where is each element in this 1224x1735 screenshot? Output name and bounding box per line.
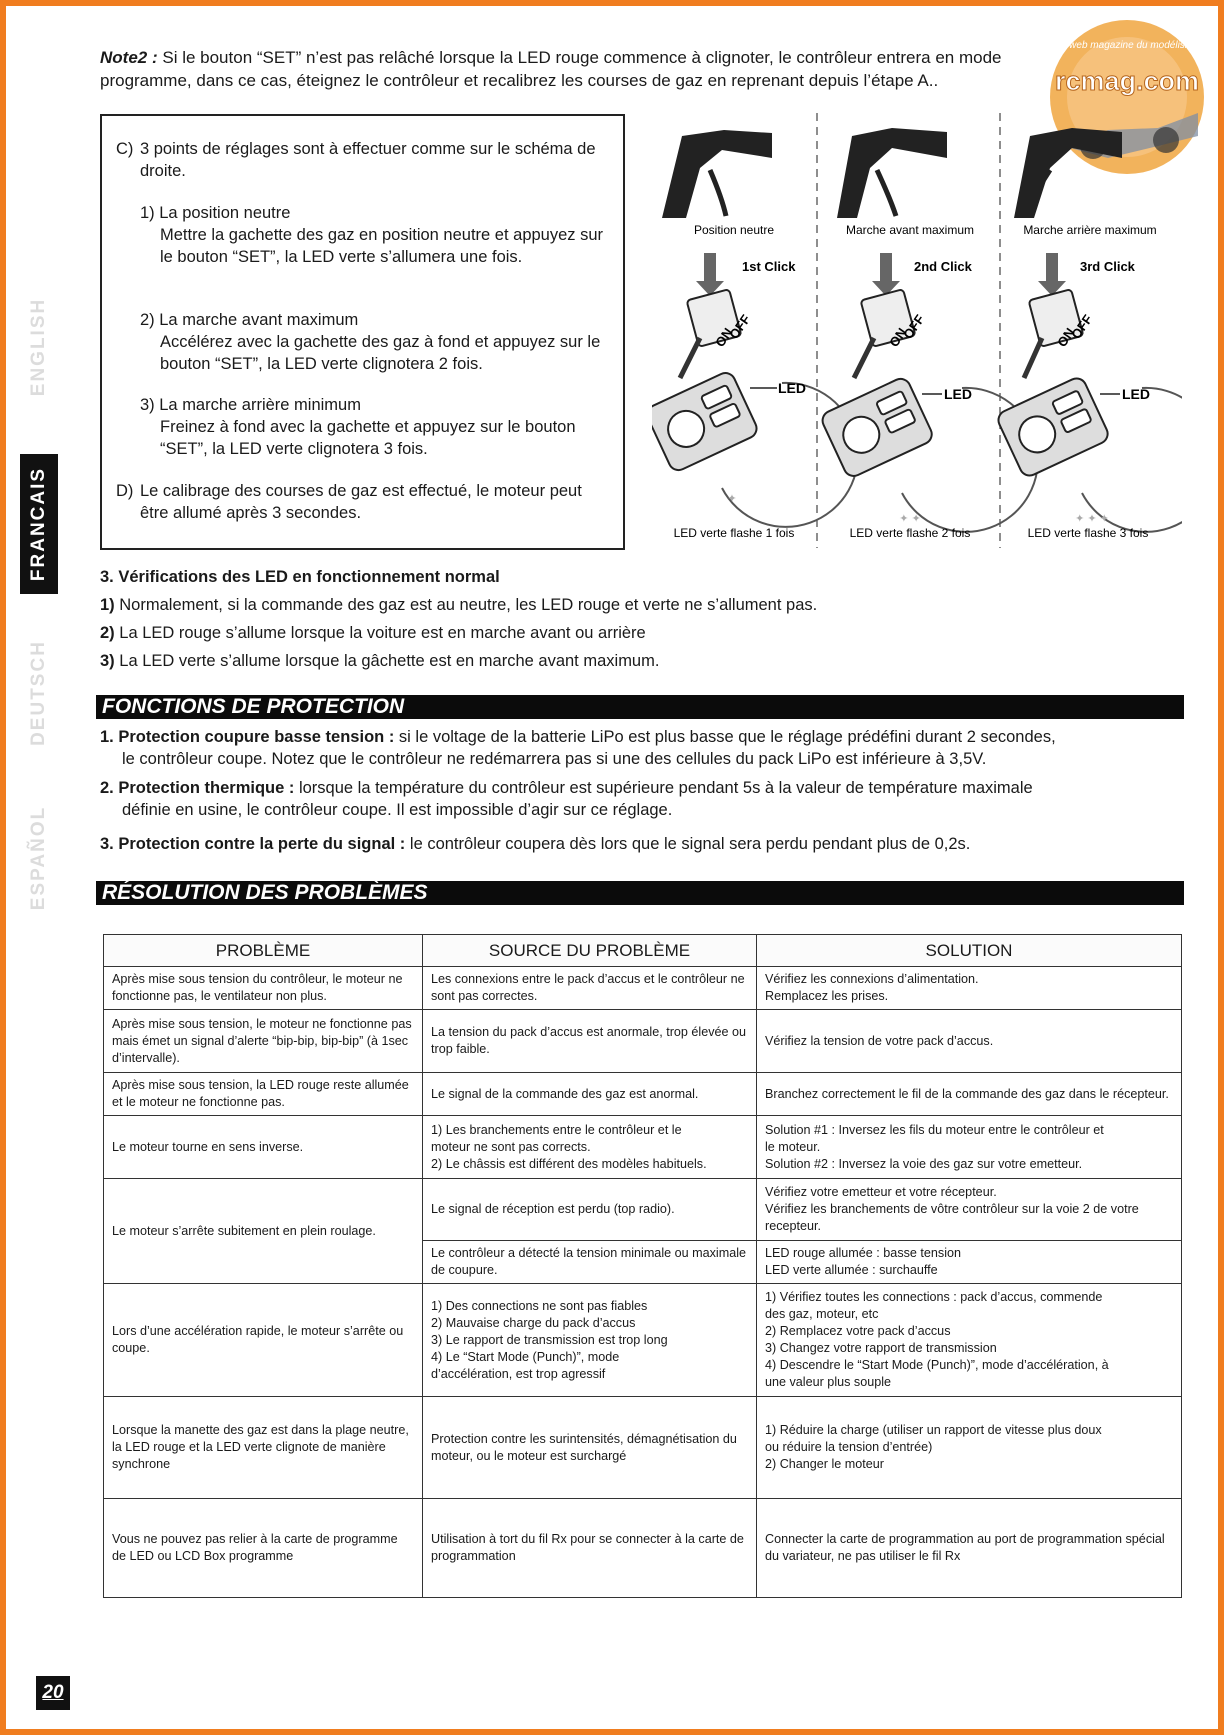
solution-cell: Vérifiez la tension de votre pack d’accus. xyxy=(757,1010,1182,1073)
problem-cell: Après mise sous tension, la LED rouge reste allumée et le moteur ne fonctionne pas. xyxy=(104,1073,423,1116)
position-label-2: Marche avant maximum xyxy=(845,223,975,237)
solution-cell: 1) Réduire la charge (utiliser un rapport de vitesse plus doux ou réduire la tension d’entrée) 2) Changer le moteur xyxy=(757,1397,1182,1499)
table-row xyxy=(104,1073,1182,1116)
led-label-2: LED xyxy=(944,386,972,402)
problem-cell: Lors d’une accélération rapide, le moteur s’arrête ou coupe. xyxy=(104,1284,423,1397)
click-label-1: 1st Click xyxy=(742,259,796,274)
step-d-text: Le calibrage des courses de gaz est effectué, le moteur peut être allumé après 3 secondes. xyxy=(140,482,582,522)
source-cell: La tension du pack d’accus est anormale, trop élevée ou trop faible. xyxy=(423,1010,757,1073)
table-row xyxy=(104,1010,1182,1073)
arrow-2-icon xyxy=(880,253,892,281)
problem-cell: Après mise sous tension du contrôleur, le moteur ne fonctionne pas, le ventilateur non plus. xyxy=(104,967,423,1010)
problem-cell: Le moteur s’arrête subitement en plein roulage. xyxy=(104,1179,423,1284)
step-3-title: 3) La marche arrière minimum xyxy=(140,396,361,414)
troubleshooting-heading: RÉSOLUTION DES PROBLÈMES xyxy=(96,881,1184,905)
calibration-diagram xyxy=(652,108,1182,550)
table-row xyxy=(104,967,1182,1010)
source-cell: Le signal de la commande des gaz est anormal. xyxy=(423,1073,757,1116)
solution-cell: Vérifiez les connexions d’alimentation. Remplacez les prises. xyxy=(757,967,1182,1010)
column-neutral xyxy=(652,130,858,540)
protection-item-1: 1. Protection coupure basse tension : si le voltage de la batterie LiPo est plus basse que le réglage prédéfini durant 2 secondes, le contrôleur coupe. Notez que le contrôleur ne redémarrera pas si une des cellules du pack LiPo est inférieure à 3,5V. xyxy=(100,728,1056,768)
solution-cell: LED rouge allumée : basse tension LED verte allumée : surchauffe xyxy=(757,1241,1182,1284)
led-checks-section xyxy=(100,563,1180,675)
flash-dots-3: ✦ ✦ ✦ xyxy=(1075,513,1109,525)
solution-cell: Connecter la carte de programmation au port de programmation spécial du variateur, ne pas utiliser le fil Rx xyxy=(757,1499,1182,1598)
flash-dots-1: ✦ xyxy=(727,493,737,505)
source-cell: Les connexions entre le pack d’accus et le contrôleur ne sont pas correctes. xyxy=(423,967,757,1010)
flash-dots-2: ✦ ✦ xyxy=(899,513,921,525)
protection-item-2: 2. Protection thermique : lorsque la température du contrôleur est supérieure pendant 5s à la valeur de température maximale définie en usine, le contrôleur coupe. Il est impossible d’agir sur ce réglage. xyxy=(100,779,1033,819)
column-forward-max xyxy=(819,128,1038,540)
calibration-box xyxy=(100,114,625,550)
led-label-3: LED xyxy=(1122,386,1150,402)
source-cell: Le contrôleur a détecté la tension minimale ou maximale de coupure. xyxy=(423,1241,757,1284)
troubleshooting-table xyxy=(103,934,1182,1598)
switch-on-2: ON xyxy=(886,325,910,350)
protection-heading: FONCTIONS DE PROTECTION xyxy=(96,695,1184,719)
table-row xyxy=(104,1499,1182,1598)
led-check-item: 2) La LED rouge s’allume lorsque la voiture est en marche avant ou arrière xyxy=(100,624,646,642)
source-cell: Utilisation à tort du fil Rx pour se connecter à la carte de programmation xyxy=(423,1499,757,1598)
logo-brand: rcmag.com xyxy=(1054,66,1200,96)
step-d-label: D) xyxy=(116,482,134,500)
solution-cell: 1) Vérifiez toutes les connections : pack d’accus, commende des gaz, moteur, etc 2) Remplacez votre pack d’accus 3) Changez votre rapport de transmission 4) Descendre le “Start Mode (Punch)”, mode d’accélération, à une valeur plus souple xyxy=(757,1284,1182,1397)
logo-tagline: Le web magazine du modélisme xyxy=(1055,40,1199,51)
solution-cell: Vérifiez votre emetteur et votre récepteur. Vérifiez les branchements de vôtre contrôleur sur la voie 2 de votre recepteur. xyxy=(757,1179,1182,1241)
source-cell: 1) Des connections ne sont pas fiables 2) Mauvaise charge du pack d’accus 3) Le rapport de transmission est trop long 4) Le “Start Mode (Punch)”, mode d’accélération, est trop agressif xyxy=(423,1284,757,1397)
header-problem: PROBLÈME xyxy=(104,935,423,967)
page-number: 20 xyxy=(36,1676,70,1710)
esc-3-icon xyxy=(995,375,1111,479)
step-3 xyxy=(140,394,612,460)
tab-deutsch[interactable]: DEUTSCH xyxy=(28,640,49,746)
arrow-3-icon xyxy=(1046,253,1058,281)
trigger-neutral-icon xyxy=(662,130,772,218)
arrow-1-icon xyxy=(704,253,716,281)
source-cell: Protection contre les surintensités, démagnétisation du moteur, ou le moteur est surchargé xyxy=(423,1397,757,1499)
step-c-label: C) xyxy=(116,140,134,158)
problem-cell: Après mise sous tension, le moteur ne fonctionne pas mais émet un signal d’alerte “bip-bip, bip-bip” (à 1sec d’intervalle). xyxy=(104,1010,423,1073)
esc-1-icon xyxy=(652,370,760,474)
protection-item-3: 3. Protection contre la perte du signal : le contrôleur coupera dès lors que le signal sera perdu pendant plus de 0,2s. xyxy=(100,835,971,853)
source-cell: Le signal de réception est perdu (top radio). xyxy=(423,1179,757,1241)
tab-english[interactable]: ENGLISH xyxy=(28,297,50,397)
led-checks-title: 3. Vérifications des LED en fonctionnement normal xyxy=(100,568,500,586)
step-1-title: 1) La position neutre xyxy=(140,204,291,222)
switch-off-1: OFF xyxy=(726,311,754,342)
led-check-item: 1) Normalement, si la commande des gaz est au neutre, les LED rouge et verte ne s’allument pas. xyxy=(100,596,818,614)
table-header-row xyxy=(104,935,1182,967)
tab-espanol[interactable]: ESPAÑOL xyxy=(28,805,49,911)
table-row xyxy=(104,1397,1182,1499)
solution-cell: Branchez correctement le fil de la commande des gaz dans le récepteur. xyxy=(757,1073,1182,1116)
note2-text: Si le bouton “SET” n’est pas relâché lorsque la LED rouge commence à clignoter, le contrôleur entrera en mode programme, dans ce cas, éteignez le contrôleur et recalibrez les courses de gaz en reprenant depuis l’étape A.. xyxy=(100,48,1002,90)
problem-cell: Lorsque la manette des gaz est dans la plage neutre, la LED rouge et la LED verte clignote de manière synchrone xyxy=(104,1397,423,1499)
flash-label-3: LED verte flashe 3 fois xyxy=(1027,526,1149,540)
table-row xyxy=(104,1116,1182,1179)
header-source: SOURCE DU PROBLÈME xyxy=(423,935,757,967)
step-c-text: 3 points de réglages sont à effectuer comme sur le schéma de droite. xyxy=(140,140,596,180)
switch-off-3: OFF xyxy=(1068,311,1096,342)
step-2 xyxy=(140,309,612,375)
note2-label: Note2 : xyxy=(100,48,158,67)
click-label-3: 3rd Click xyxy=(1080,259,1135,274)
switch-on-1: ON xyxy=(712,325,736,350)
table-row xyxy=(104,1179,1182,1241)
tab-francais[interactable]: FRANCAIS xyxy=(20,454,58,594)
note2 xyxy=(100,46,1060,92)
flash-label-1: LED verte flashe 1 fois xyxy=(673,526,795,540)
led-label-1: LED xyxy=(778,380,806,396)
problem-cell: Le moteur tourne en sens inverse. xyxy=(104,1116,423,1179)
position-label-1: Position neutre xyxy=(693,223,775,237)
click-label-2: 2nd Click xyxy=(914,259,972,274)
table-row xyxy=(104,1284,1182,1397)
switch-on-3: ON xyxy=(1054,325,1078,350)
switch-off-2: OFF xyxy=(900,311,928,342)
problem-cell: Vous ne pouvez pas relier à la carte de programme de LED ou LCD Box programme xyxy=(104,1499,423,1598)
step-1 xyxy=(140,202,612,268)
step-1-text: Mettre la gachette des gaz en position neutre et appuyez sur le bouton “SET”, la LED verte s’allumera une fois. xyxy=(160,226,604,266)
step-3-text: Freinez à fond avec la gachette et appuyez sur le bouton “SET”, la LED verte clignotera 3 fois. xyxy=(160,418,576,458)
source-cell: 1) Les branchements entre le contrôleur et le moteur ne sont pas corrects. 2) Le châssis est différent des modèles habituels. xyxy=(423,1116,757,1179)
flash-label-2: LED verte flashe 2 fois xyxy=(849,526,971,540)
solution-cell: Solution #1 : Inversez les fils du moteur entre le contrôleur et le moteur. Solution #2 : Inversez la voie des gaz sur votre emetteur. xyxy=(757,1116,1182,1179)
column-reverse-max xyxy=(995,128,1182,540)
step-2-title: 2) La marche avant maximum xyxy=(140,311,359,329)
led-check-item: 3) La LED verte s’allume lorsque la gâchette est en marche avant maximum. xyxy=(100,652,660,670)
header-solution: SOLUTION xyxy=(757,935,1182,967)
step-2-text: Accélérez avec la gachette des gaz à fond et appuyez sur le bouton “SET”, la LED verte clignotera 2 fois. xyxy=(160,333,601,373)
esc-2-icon xyxy=(819,376,935,480)
position-label-3: Marche arrière maximum xyxy=(1023,223,1157,237)
